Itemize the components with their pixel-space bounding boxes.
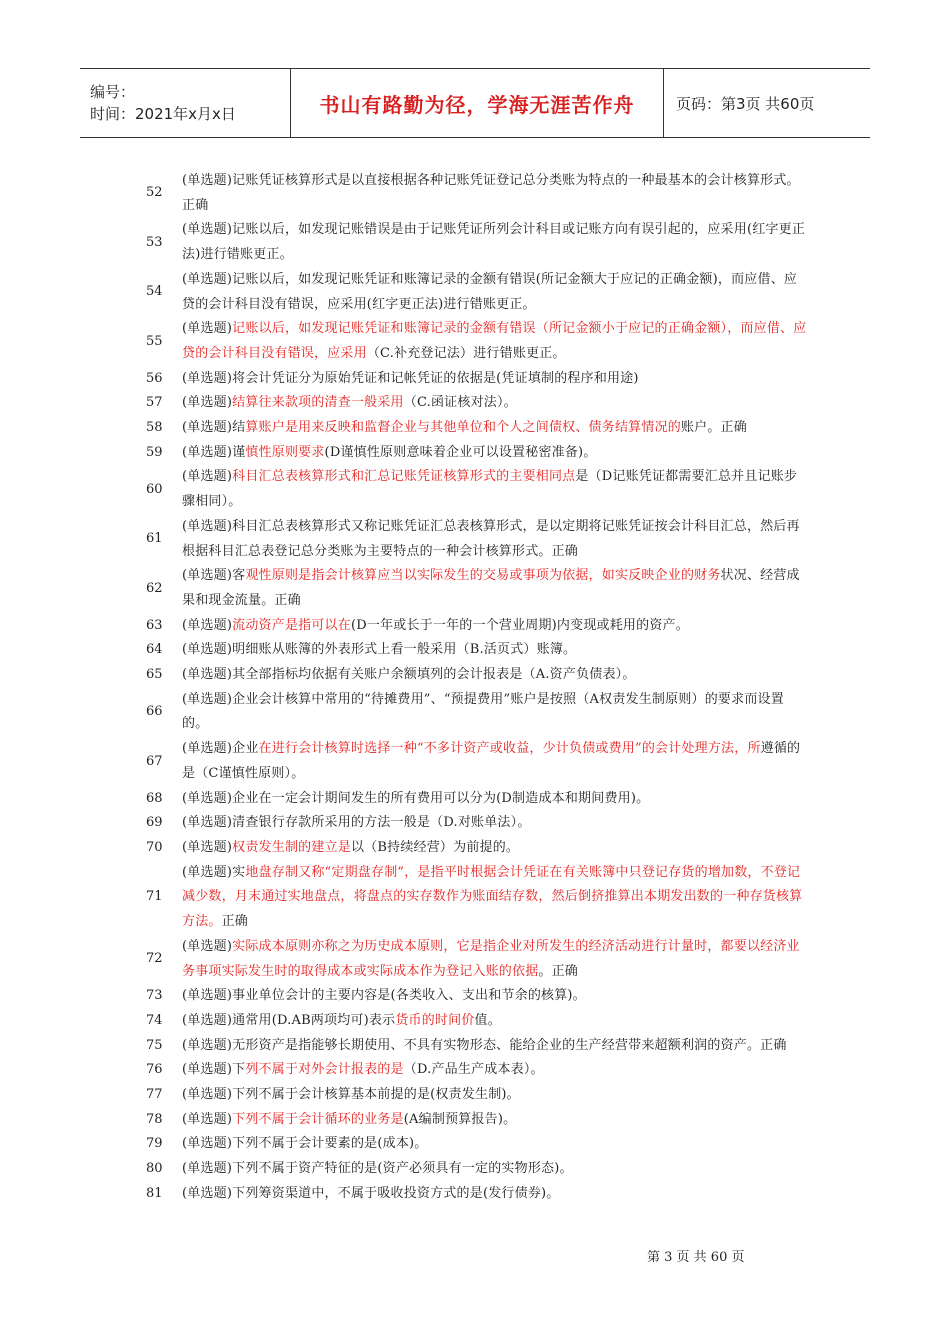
highlighted-text: 实际成本原则亦称之为历史成本原则，它是指企业对所发生的经济活动进行计量时，都要以经济业务事项实际发生时的取得成本或实际成本作为登记入账的依据 (182, 938, 800, 979)
plain-text: 正确 (221, 914, 249, 930)
plain-text: 以（B持续经营）为前提的。 (350, 839, 520, 855)
question-text (182, 836, 810, 861)
header-motto: 书山有路勤为径，学海无涯苦作舟 (291, 69, 664, 137)
question-text (182, 1009, 810, 1034)
plain-text: (单选题) (182, 395, 233, 411)
question-number: 67 (146, 753, 163, 769)
plain-text: (单选题)记账以后，如发现记账凭证和账簿记录的金额有错误(所记金额大于应记的正确金额)，而应借、应贷的会计科目没有错误，应采用(红字更正法)进行错账更正。 (182, 271, 798, 312)
plain-text: (单选题) (182, 321, 233, 337)
question-text (182, 515, 810, 564)
question-item (130, 638, 810, 663)
question-text (182, 787, 810, 812)
question-text (182, 688, 810, 737)
highlighted-text: 列不属于对外会计报表的是 (245, 1062, 404, 1078)
page-footer: 第 3 页 共 60 页 (647, 1250, 745, 1265)
question-text (182, 1132, 810, 1157)
question-number: 69 (146, 815, 163, 831)
question-item (130, 1034, 810, 1059)
plain-text: (A编制预算报告)。 (403, 1111, 517, 1127)
question-item (130, 1009, 810, 1034)
question-number: 60 (146, 481, 163, 497)
plain-text: (单选题)记账以后，如发现记账错误是由于记账凭证所列会计科目或记账方向有误引起的，应采用(红字更正法)进行错账更正。 (182, 222, 806, 263)
plain-text: 是（D记账凭证都需要汇总并且记账步骤相同）。 (182, 469, 798, 510)
plain-text: 值。 (474, 1012, 501, 1028)
question-text (182, 317, 810, 366)
question-item (130, 564, 810, 613)
plain-text: (单选题) (182, 839, 233, 855)
header-page-label: 页码：第3页 共60页 (676, 94, 815, 113)
highlighted-text: 科目汇总表核算形式和汇总记账凭证核算形式的主要相同点 (232, 469, 576, 485)
question-number: 71 (146, 889, 163, 905)
plain-text: (单选题)谨 (182, 444, 246, 460)
question-number: 70 (146, 839, 163, 855)
header-date-label: 时间：2021年x月x日 (90, 105, 236, 123)
question-item (130, 1108, 810, 1133)
plain-text: (单选题)无形资产是指能够长期使用、不具有实物形态、能给企业的生产经营带来超额利润的资产。正确 (182, 1037, 787, 1053)
plain-text: (单选题)企业在一定会计期间发生的所有费用可以分为(D制造成本和期间费用)。 (182, 790, 650, 806)
question-number: 78 (146, 1111, 163, 1127)
question-text (182, 564, 810, 613)
highlighted-text: 观性原则是指会计核算应当以实际发生的交易或事项为依据，如实反映企业的财务 (245, 568, 721, 584)
question-text (182, 1108, 810, 1133)
question-item (130, 787, 810, 812)
question-number: 77 (146, 1087, 163, 1103)
question-text (182, 663, 810, 688)
question-number: 62 (146, 580, 163, 596)
plain-text: (单选题)通常用(D.AB两项均可)表示 (182, 1012, 396, 1028)
highlighted-text: 下列不属于会计循环的业务是 (232, 1111, 404, 1127)
plain-text: (单选题)下列不属于会计核算基本前提的是(权责发生制)。 (182, 1087, 520, 1103)
question-number: 65 (146, 667, 163, 683)
plain-text: 。正确 (538, 963, 579, 979)
question-item (130, 811, 810, 836)
question-number: 75 (146, 1037, 163, 1053)
plain-text: (单选题)记账凭证核算形式是以直接根据各种记账凭证登记总分类账为特点的一种最基本的会计核算形式。正确 (182, 173, 800, 213)
question-text (182, 861, 810, 935)
question-number: 80 (146, 1161, 163, 1177)
highlighted-text: 权责发生制的建立是 (232, 839, 351, 855)
question-number: 81 (146, 1185, 163, 1201)
plain-text: 状况、经营成果和现金流量。正确 (182, 568, 800, 608)
plain-text: （D.产品生产成本表）。 (403, 1062, 544, 1078)
question-number: 76 (146, 1062, 163, 1078)
question-item (130, 169, 810, 218)
plain-text: (单选题) (182, 938, 233, 954)
plain-text: (单选题)事业单位会计的主要内容是(各类收入、支出和节余的核算)。 (182, 988, 586, 1004)
question-text (182, 391, 810, 416)
question-item (130, 1083, 810, 1108)
plain-text: (单选题)其全部指标均依据有关账户余额填列的会计报表是（A.资产负债表）。 (182, 667, 636, 683)
question-text (182, 811, 810, 836)
question-item (130, 663, 810, 688)
plain-text: 遵循的是（C谨慎性原则）。 (182, 741, 801, 781)
question-text (182, 169, 810, 218)
plain-text: (单选题)结 (182, 420, 246, 436)
highlighted-text: 慎性原则要求 (245, 444, 325, 460)
question-number: 64 (146, 642, 163, 658)
highlighted-text: 算账户是用来反映和监督企业与其他单位和个人之间债权、债务结算情况的 (245, 420, 681, 436)
question-number: 54 (146, 284, 163, 300)
highlighted-text: 货币的时间价 (395, 1012, 475, 1028)
question-text (182, 984, 810, 1009)
plain-text: (单选题)下列不属于会计要素的是(成本)。 (182, 1136, 428, 1152)
question-item (130, 737, 810, 786)
header-info (80, 69, 291, 137)
plain-text: (单选题)下列不属于资产特征的是(资产必须具有一定的实物形态)。 (182, 1161, 573, 1177)
question-text (182, 416, 810, 441)
question-text (182, 638, 810, 663)
question-number: 63 (146, 617, 163, 633)
question-text (182, 441, 810, 466)
question-item (130, 688, 810, 737)
question-number: 52 (146, 185, 163, 201)
plain-text: (单选题) (182, 617, 233, 633)
plain-text: (D一年或长于一年的一个营业周期)内变现或耗用的资产。 (350, 617, 689, 633)
plain-text: (单选题)客 (182, 568, 246, 584)
question-item (130, 465, 810, 514)
question-item (130, 984, 810, 1009)
question-number: 56 (146, 370, 163, 386)
plain-text: (单选题)下列筹资渠道中，不属于吸收投资方式的是(发行债券)。 (182, 1185, 560, 1201)
question-item (130, 1182, 810, 1207)
question-text (182, 935, 810, 984)
plain-text: (单选题) (182, 469, 233, 485)
plain-text: (单选题)明细账从账簿的外表形式上看一般采用（B.活页式）账簿。 (182, 642, 577, 658)
plain-text: （C.补充登记法）进行错账更正。 (366, 345, 566, 361)
plain-text: (D谨慎性原则意味着企业可以设置秘密准备)。 (324, 444, 597, 460)
question-text (182, 1034, 810, 1059)
question-item (130, 441, 810, 466)
question-item (130, 1132, 810, 1157)
question-item (130, 1058, 810, 1083)
question-text (182, 218, 810, 267)
question-item (130, 218, 810, 267)
highlighted-text: 流动资产是指可以在 (232, 617, 351, 633)
plain-text: (单选题)清查银行存款所采用的方法一般是（D.对账单法）。 (182, 815, 531, 831)
plain-text: （C.函证核对法）。 (403, 395, 517, 411)
question-item (130, 317, 810, 366)
question-text (182, 1157, 810, 1182)
plain-text: (单选题) (182, 1111, 233, 1127)
question-item (130, 836, 810, 861)
plain-text: (单选题)下 (182, 1062, 246, 1078)
question-text (182, 367, 810, 392)
plain-text: (单选题)科目汇总表核算形式又称记账凭证汇总表核算形式，是以定期将记账凭证按会计科目汇总，然后再根据科目汇总表登记总分类账为主要特点的一种会计核算形式。正确 (182, 518, 800, 559)
question-text (182, 1182, 810, 1207)
question-text (182, 737, 810, 786)
plain-text: 账户。正确 (680, 420, 747, 436)
plain-text: (单选题)将会计凭证分为原始凭证和记帐凭证的依据是(凭证填制的程序和用途) (182, 370, 639, 386)
page-header (80, 68, 870, 138)
question-number: 73 (146, 988, 163, 1004)
highlighted-text: 结算往来款项的清查一般采用 (232, 395, 404, 411)
question-text (182, 268, 810, 317)
question-number: 66 (146, 704, 163, 720)
highlighted-text: 在进行会计核算时选择一种“不多计资产或收益，少计负债或费用”的会计处理方法，所 (258, 741, 761, 757)
question-number: 61 (146, 531, 163, 547)
question-item (130, 391, 810, 416)
question-number: 59 (146, 444, 163, 460)
question-number: 68 (146, 790, 163, 806)
question-item (130, 268, 810, 317)
question-list (130, 169, 810, 1207)
header-number-label: 编号： (90, 83, 136, 101)
question-number: 79 (146, 1136, 163, 1152)
question-item (130, 861, 810, 935)
plain-text: (单选题)企业会计核算中常用的“待摊费用”、“预提费用”账户是按照（A权责发生制原则）的要求而设置的。 (182, 691, 784, 732)
question-item (130, 515, 810, 564)
question-text (182, 465, 810, 514)
question-number: 58 (146, 420, 163, 436)
question-text (182, 1083, 810, 1108)
highlighted-text: 记账以后，如发现记账凭证和账簿记录的金额有错误（所记金额小于应记的正确金额），而应借、应贷的会计科目没有错误，应采用 (182, 321, 807, 361)
question-text (182, 1058, 810, 1083)
question-item (130, 1157, 810, 1182)
question-number: 74 (146, 1012, 163, 1028)
question-item (130, 614, 810, 639)
question-text (182, 614, 810, 639)
question-number: 57 (146, 395, 163, 411)
question-number: 53 (146, 234, 163, 250)
plain-text: (单选题)企业 (182, 741, 259, 757)
question-item (130, 935, 810, 984)
question-number: 72 (146, 951, 163, 967)
question-item (130, 416, 810, 441)
question-number: 55 (146, 333, 163, 349)
highlighted-text: 地盘存制又称“定期盘存制”，是指平时根据会计凭证在有关账簿中只登记存货的增加数，不登记减少数，月末通过实地盘点，将盘点的实存数作为账面结存数，然后倒挤推算出本期发出数的一种存货核算方法。 (182, 864, 803, 930)
plain-text: (单选题)实 (182, 864, 246, 880)
question-item (130, 367, 810, 392)
